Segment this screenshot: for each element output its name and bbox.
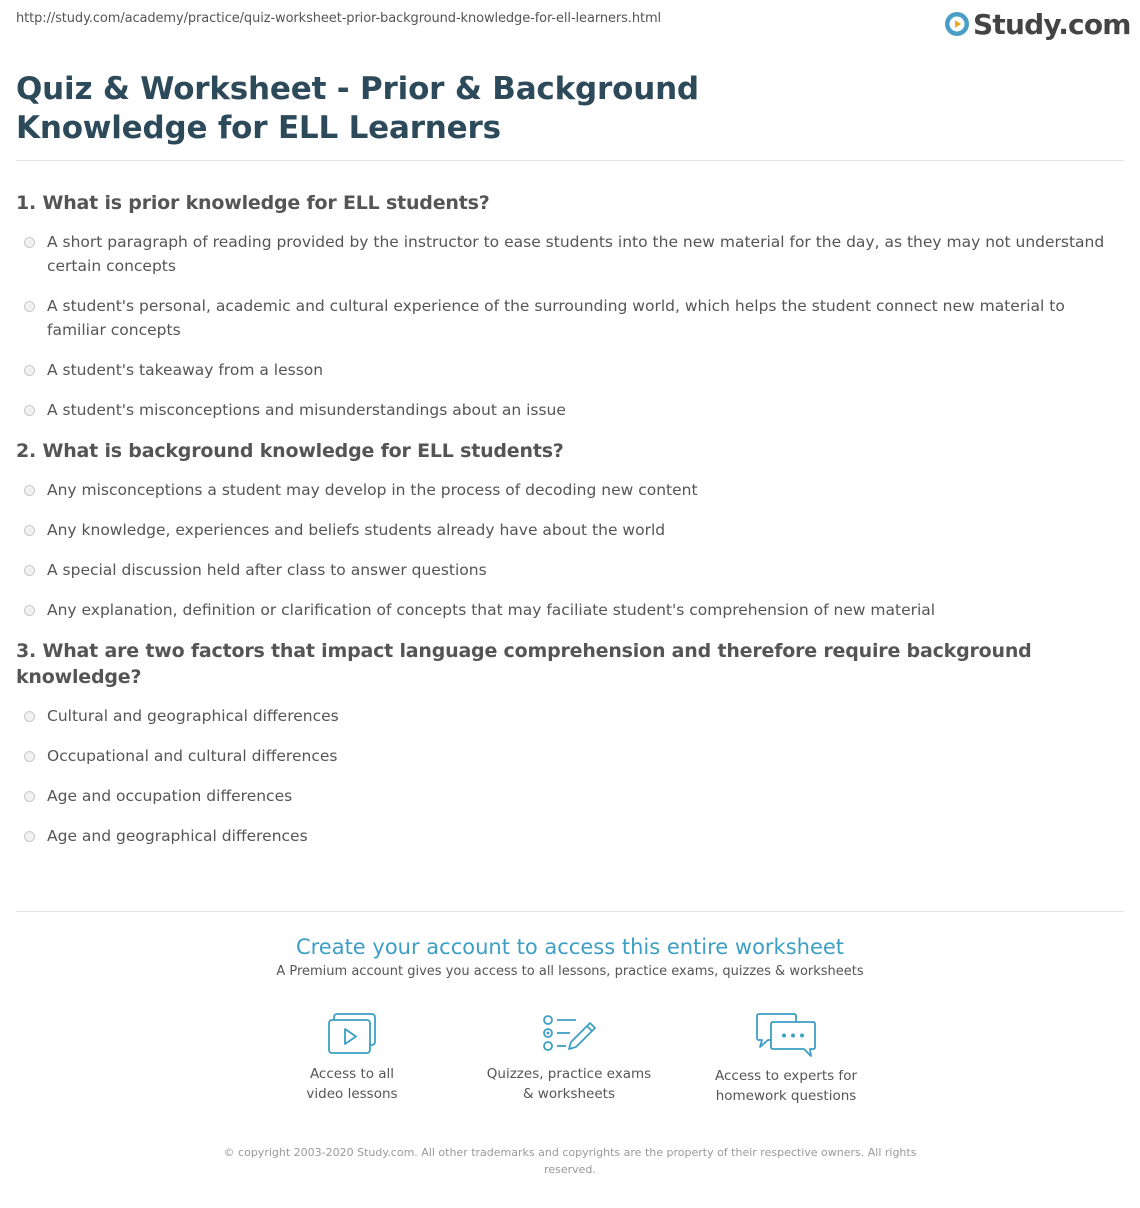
question-text: 3. What are two factors that impact language comprehension and therefore require background knowledge? <box>16 640 1032 688</box>
signup-cta <box>0 933 1140 979</box>
feature-label: Access to all video lessons <box>306 1066 398 1102</box>
question-text: 2. What is background knowledge for ELL students? <box>16 440 564 462</box>
answer-option[interactable] <box>16 478 1126 502</box>
question-2 <box>16 438 1126 622</box>
answer-text: Cultural and geographical differences <box>47 707 339 725</box>
video-lessons-icon <box>326 1012 378 1056</box>
answer-text: A student's personal, academic and cultural experience of the surrounding world, which helps the student connect new material to familiar concepts <box>47 297 1065 339</box>
answer-text: Occupational and cultural differences <box>47 747 338 765</box>
radio-button[interactable] <box>24 831 35 842</box>
answer-text: Any misconceptions a student may develop in the process of decoding new content <box>47 481 698 499</box>
answer-text: Any explanation, definition or clarification of concepts that may faciliate student's comprehension of new material <box>47 601 936 619</box>
cta-title-link[interactable]: Create your account to access this entire worksheet <box>295 935 845 959</box>
answer-text: Any knowledge, experiences and beliefs students already have about the world <box>47 521 666 539</box>
answer-text: A student's takeaway from a lesson <box>47 361 324 379</box>
answer-option[interactable] <box>16 784 1126 808</box>
answer-option[interactable] <box>16 824 1126 848</box>
answer-text: A short paragraph of reading provided by the instructor to ease students into the new material for the day, as they may not understand certain concepts <box>47 233 1105 275</box>
answer-option[interactable] <box>16 358 1126 382</box>
study-logo[interactable] <box>944 7 1131 41</box>
feature-label: Quizzes, practice exams & worksheets <box>486 1066 652 1102</box>
radio-button[interactable] <box>24 605 35 616</box>
radio-button[interactable] <box>24 301 35 312</box>
answer-text: Age and occupation differences <box>47 787 293 805</box>
answer-option[interactable] <box>16 230 1126 278</box>
answer-option[interactable] <box>16 294 1126 342</box>
answer-list <box>16 230 1126 422</box>
feature-experts <box>686 1012 886 1106</box>
cta-subtitle: A Premium account gives you access to all lessons, practice exams, quizzes & worksheets <box>276 964 864 979</box>
feature-label: Access to experts for homework questions <box>714 1068 857 1104</box>
radio-button[interactable] <box>24 791 35 802</box>
radio-button[interactable] <box>24 565 35 576</box>
radio-button[interactable] <box>24 525 35 536</box>
answer-option[interactable] <box>16 704 1126 728</box>
cta-divider <box>16 911 1124 912</box>
title-divider <box>16 160 1124 161</box>
answer-option[interactable] <box>16 558 1126 582</box>
answer-option[interactable] <box>16 744 1126 768</box>
answer-text: A special discussion held after class to answer questions <box>47 561 487 579</box>
answer-text: Age and geographical differences <box>47 827 308 845</box>
radio-button[interactable] <box>24 485 35 496</box>
answer-option[interactable] <box>16 598 1126 622</box>
quiz-checklist-icon <box>540 1012 598 1056</box>
question-3 <box>16 638 1126 848</box>
radio-button[interactable] <box>24 751 35 762</box>
play-circle-icon <box>944 11 970 37</box>
radio-button[interactable] <box>24 365 35 376</box>
answer-text: A student's misconceptions and misunderstandings about an issue <box>47 401 566 419</box>
feature-list <box>0 1012 1140 1122</box>
copyright-text: © copyright 2003-2020 Study.com. All other trademarks and copyrights are the property of their respective owners. All rights reserved. <box>223 1146 917 1176</box>
page-title: Quiz & Worksheet - Prior & Background Knowledge for ELL Learners <box>16 71 699 146</box>
radio-button[interactable] <box>24 237 35 248</box>
feature-video-lessons <box>252 1012 452 1104</box>
question-list <box>16 190 1126 864</box>
copyright-footer <box>0 1144 1140 1178</box>
chat-bubbles-icon <box>754 1012 818 1058</box>
answer-option[interactable] <box>16 398 1126 422</box>
answer-option[interactable] <box>16 518 1126 542</box>
radio-button[interactable] <box>24 711 35 722</box>
radio-button[interactable] <box>24 405 35 416</box>
question-text: 1. What is prior knowledge for ELL students? <box>16 192 490 214</box>
logo-text: Study.com <box>973 7 1131 41</box>
question-1 <box>16 190 1126 422</box>
answer-list <box>16 704 1126 848</box>
answer-list <box>16 478 1126 622</box>
feature-quizzes <box>469 1012 669 1104</box>
page-url: http://study.com/academy/practice/quiz-worksheet-prior-background-knowledge-for-ell-learners.html <box>16 11 662 26</box>
